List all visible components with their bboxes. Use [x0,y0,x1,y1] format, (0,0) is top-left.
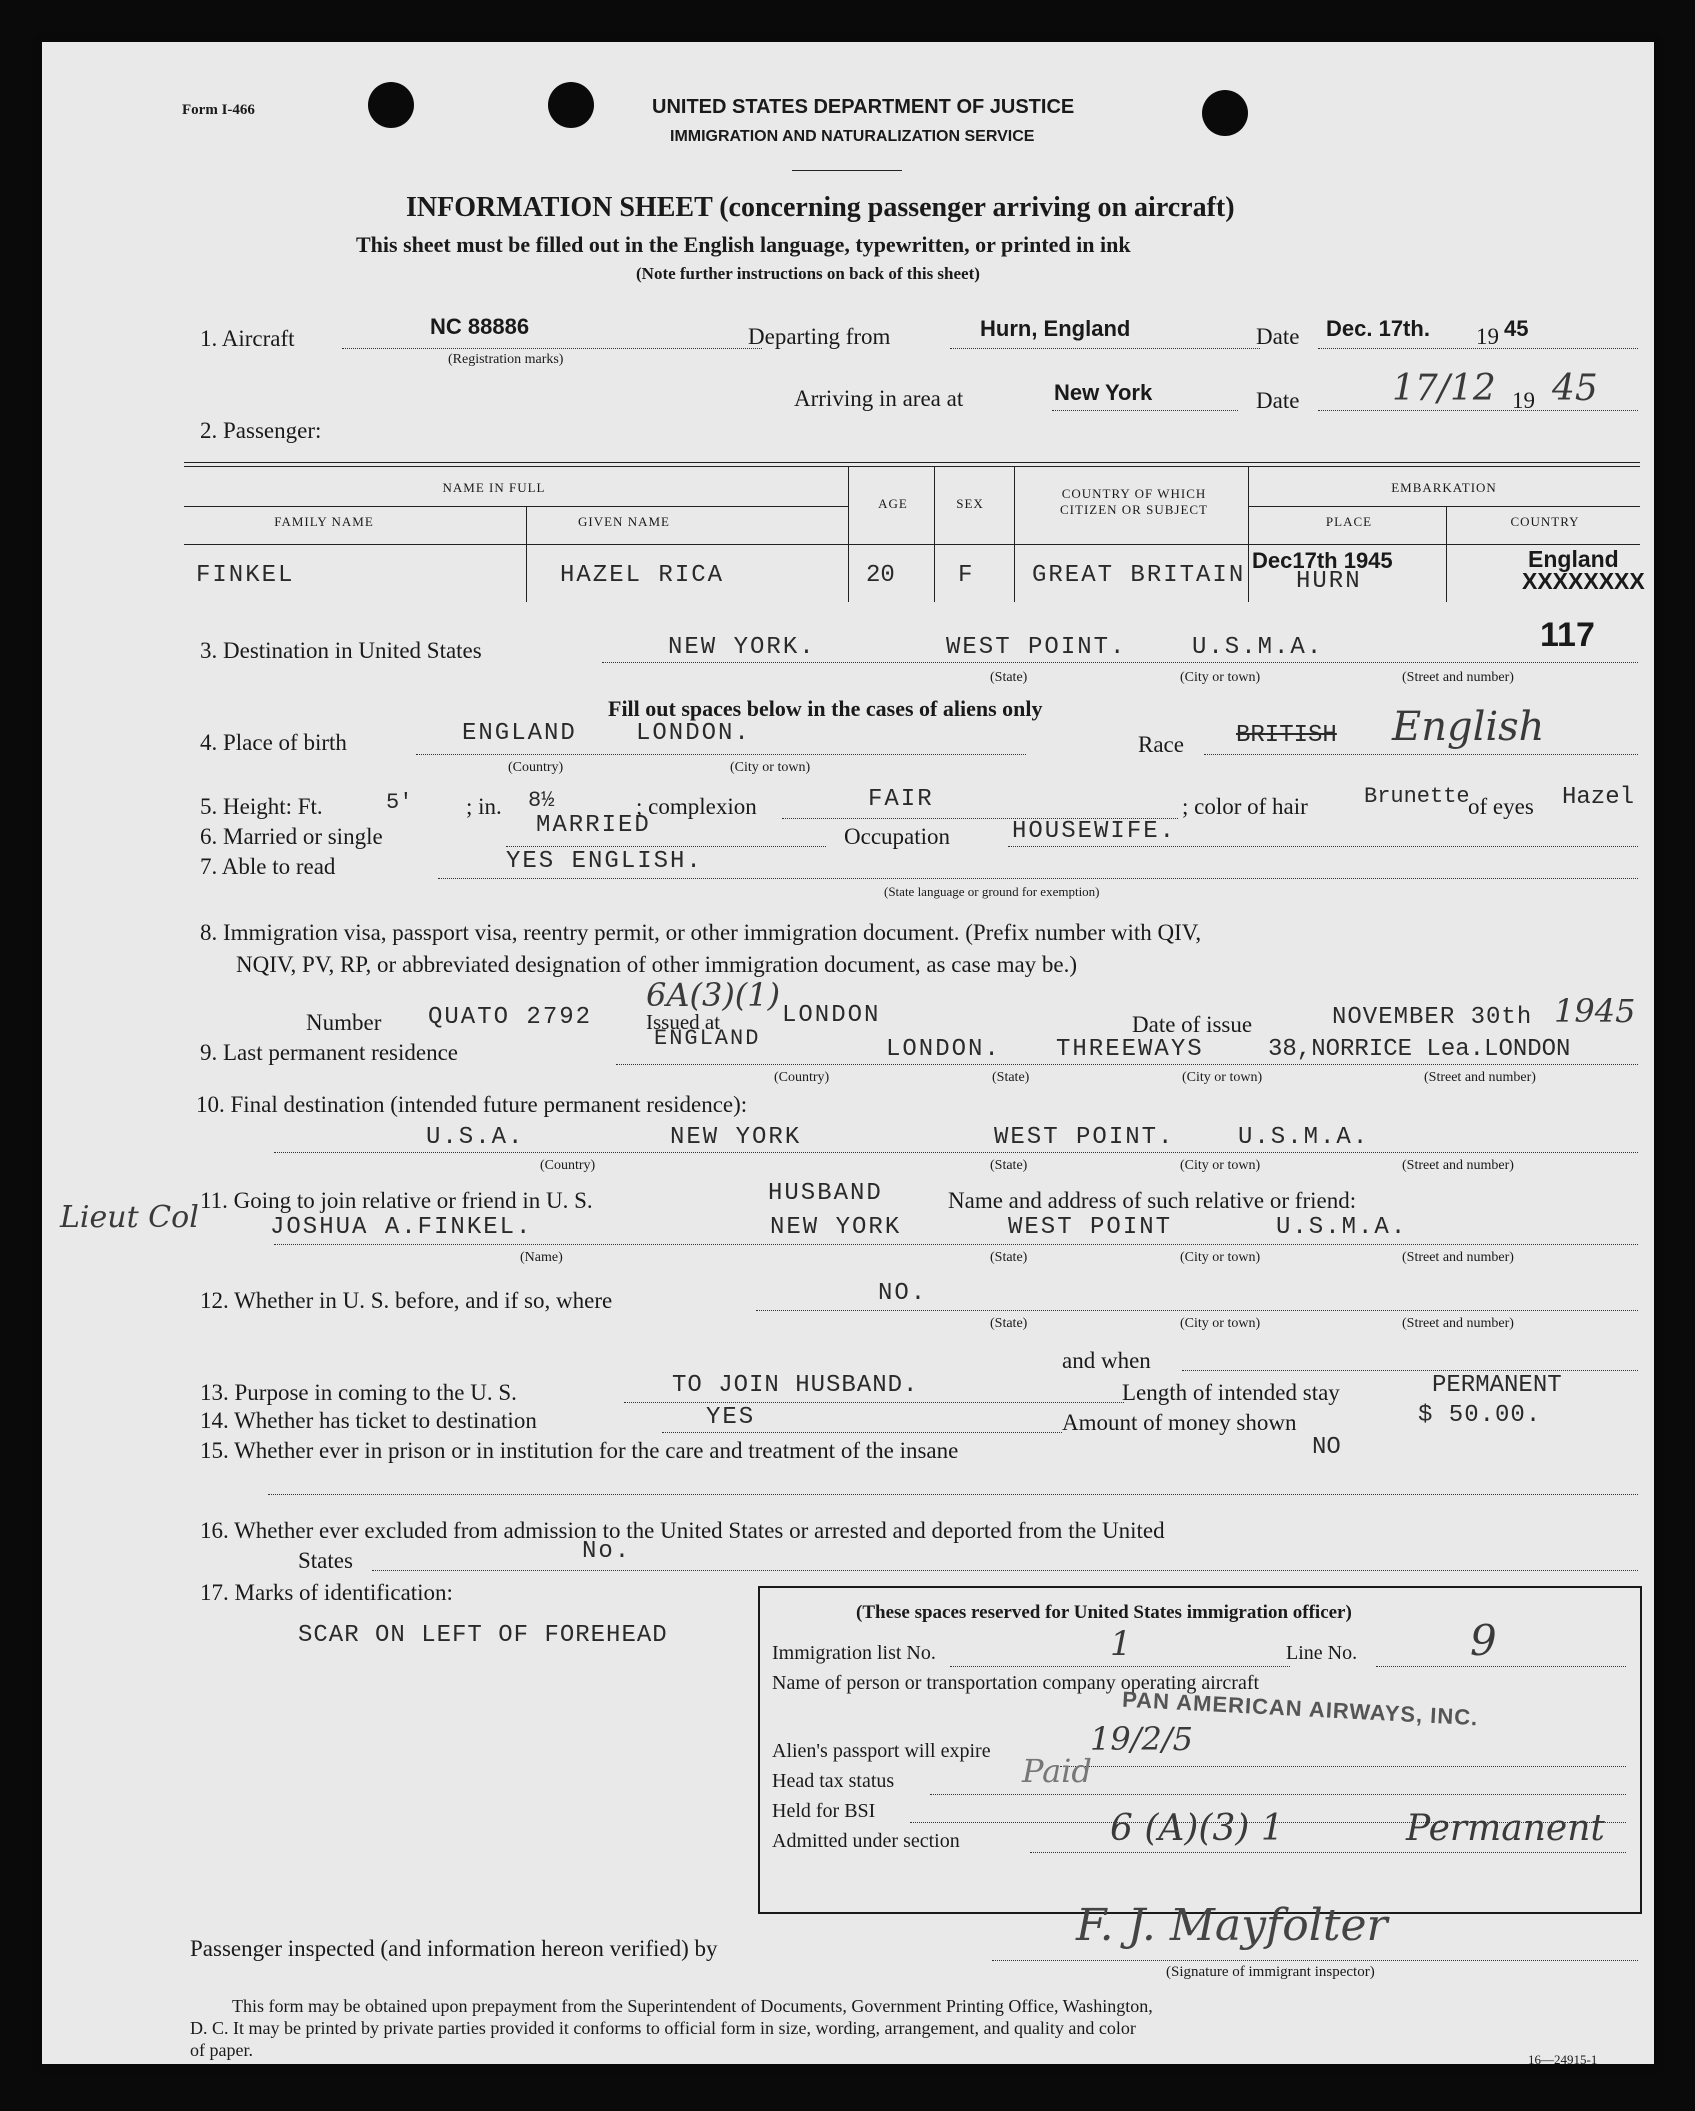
embark-country-struck: XXXXXXXX [1522,568,1645,594]
line-number: 9 [1470,1616,1497,1665]
caption: (Street and number) [1402,1158,1514,1173]
caption: (State) [992,1070,1030,1085]
visa-text: 8. Immigration visa, passport visa, reentry permit, or other immigration document. (Prefix number with QIV, [200,920,1202,945]
caption: (City or town) [1180,1158,1261,1173]
caption: (Country) [774,1070,830,1085]
departure-year: 45 [1504,316,1529,341]
occupation-label: Occupation [844,824,951,849]
punch-hole [368,82,414,128]
department-name: UNITED STATES DEPARTMENT OF JUSTICE [652,96,1075,118]
departing-value: Hurn, England [980,316,1131,341]
year-prefix: 19 [1512,388,1535,413]
service-name: IMMIGRATION AND NATURALIZATION SERVICE [670,128,1035,145]
form-title: INFORMATION SHEET (concerning passenger arriving on aircraft) [406,192,1235,223]
issued-label: Issued at [646,1010,721,1034]
when-label: and when [1062,1348,1151,1373]
visa-text-2: NQIV, PV, RP, or abbreviated designation of other immigration document, as case may be.) [236,952,1078,977]
arrival-date: 17/12 [1392,368,1496,409]
footer-text: This form may be obtained upon prepayment from the Superintendent of Documents, Government Printing Office, Washington, [232,1996,1153,2016]
line-label: Line No. [1286,1642,1358,1664]
bsi-label: Held for BSI [772,1800,876,1822]
form-number: Form I-466 [182,102,255,118]
margin-note: Lieut Col [60,1200,199,1235]
punch-hole [1202,90,1248,136]
residence-state: LONDON. [886,1036,1001,1063]
destination-city: WEST POINT. [946,634,1127,661]
race-handwritten: English [1392,704,1545,750]
list-number: 1 [1110,1624,1132,1664]
embark-country: England [1528,546,1619,572]
eye-color: Hazel [1562,784,1635,811]
birth-city: LONDON. [636,720,751,747]
relation: HUSBAND [768,1180,883,1207]
excluded: No. [582,1538,632,1565]
company-label: Name of person or transportation company operating aircraft [772,1672,1260,1694]
form-instructions: This sheet must be filled out in the English language, typewritten, or printed in ink [356,232,1131,257]
admitted-section: 6 (A)(3) 1 [1110,1808,1284,1849]
height-feet: 5' [386,790,413,815]
issue-date: NOVEMBER 30th [1332,1004,1533,1031]
birth-country: ENGLAND [462,720,577,747]
date-label: Date [1256,388,1300,413]
form-note: (Note further instructions on back of this sheet) [636,264,980,283]
marital-status: MARRIED [536,812,651,839]
height-label: 5. Height: Ft. [200,794,323,819]
footer-code: 16—24915-1 [1528,2052,1598,2067]
number-label: Number [306,1010,382,1035]
destination-state: NEW YORK. [668,634,816,661]
caption: (State) [990,1316,1028,1331]
header-family: FAMILY NAME [274,514,374,529]
excluded-label-2: States [298,1548,353,1573]
company-stamp: PAN AMERICAN AIRWAYS, INC. [1121,1686,1479,1731]
passenger-label: 2. Passenger: [200,418,322,443]
destination-street: U.S.M.A. [1192,634,1324,661]
inches-label: ; in. [466,794,502,819]
age: 20 [866,562,895,589]
aircraft-registration: NC 88886 [430,314,530,339]
aliens-note: Fill out spaces below in the cases of aliens only [608,696,1043,721]
race-label: Race [1138,732,1184,757]
race-typed: BRITISH [1236,722,1337,749]
read-value: YES ENGLISH. [506,848,703,875]
passport-label: Alien's passport will expire [772,1740,991,1762]
document-page [42,42,1654,2067]
destination-label: 3. Destination in United States [200,638,482,663]
given-name: HAZEL RICA [560,562,725,589]
money-label: Amount of money shown [1062,1410,1297,1435]
residence-street: 38,NORRICE Lea.LONDON [1268,1036,1571,1063]
final-destination-label: 10. Final destination (intended future permanent residence): [196,1092,748,1117]
officer-box-title: (These spaces reserved for United States immigration officer) [856,1602,1352,1623]
before-value: NO. [878,1280,928,1307]
relative-street: U.S.M.A. [1276,1214,1408,1241]
final-country: U.S.A. [426,1124,525,1151]
year-prefix: 19 [1476,324,1499,349]
birth-label: 4. Place of birth [200,730,347,755]
footer-text-2: D. C. It may be printed by private parties provided it conforms to official form in size, wording, arrangement, and quality and color [190,2018,1136,2038]
relative-name-address-label: Name and address of such relative or friend: [948,1188,1357,1213]
caption: (Country) [540,1158,596,1173]
residence-country: ENGLAND [654,1026,761,1051]
complexion: FAIR [868,786,934,813]
header-country: COUNTRY OF WHICH CITIZEN OR SUBJECT [1060,486,1208,517]
excluded-label: 16. Whether ever excluded from admission to the United States or arrested and deported from the United [200,1518,1165,1543]
prison: NO [1312,1434,1341,1461]
relative-name: JOSHUA A.FINKEL. [270,1214,533,1241]
prison-label: 15. Whether ever in prison or in institution for the care and treatment of the insane [200,1438,959,1463]
caption: (State) [990,1158,1028,1173]
married-label: 6. Married or single [200,824,383,849]
final-city: WEST POINT. [994,1124,1175,1151]
departure-date: Dec. 17th. [1326,316,1430,341]
visa-hand-note: 6A(3)(1) [646,976,781,1014]
complexion-label: ; complexion [636,794,757,819]
issue-date-label: Date of issue [1132,1012,1253,1037]
inspector-signature: F. J. Mayfolter [1076,1900,1388,1951]
final-street: U.S.M.A. [1238,1124,1370,1151]
admitted-label: Admitted under section [772,1830,960,1852]
ticket-label: 14. Whether has ticket to destination [200,1408,537,1433]
inspected-label: Passenger inspected (and information hereon verified) by [190,1936,718,1961]
destination-number: 117 [1540,616,1595,654]
read-label: 7. Able to read [200,854,336,879]
header-ecountry: COUNTRY [1510,514,1580,529]
final-state: NEW YORK [670,1124,802,1151]
caption: (Registration marks) [448,352,564,367]
admitted-note: Permanent [1406,1808,1605,1849]
caption: (City or town) [1182,1070,1263,1085]
occupation: HOUSEWIFE. [1012,818,1177,845]
relative-state: NEW YORK [770,1214,902,1241]
caption: (Name) [520,1250,563,1265]
embark-date: Dec17th 1945 [1252,548,1393,573]
caption: (Street and number) [1402,1316,1514,1331]
purpose-label: 13. Purpose in coming to the U. S. [200,1380,517,1405]
residence-label: 9. Last permanent residence [200,1040,458,1065]
stay-label: Length of intended stay [1122,1380,1340,1405]
residence-city: THREEWAYS [1056,1036,1204,1063]
caption: (State) [990,1250,1028,1265]
footer-text-3: of paper. [190,2040,253,2060]
header-given: GIVEN NAME [578,514,670,529]
departing-label: Departing from [748,324,891,349]
family-name: FINKEL [196,562,295,589]
header-place: PLACE [1325,514,1373,529]
caption: (Street and number) [1402,670,1514,685]
hair-color: Brunette [1364,784,1470,809]
passenger-table [184,462,1645,602]
marks-label: 17. Marks of identification: [200,1580,453,1605]
issued-at: LONDON [782,1002,881,1029]
marks: SCAR ON LEFT OF FOREHEAD [298,1622,668,1649]
caption: (Country) [508,760,564,775]
caption: (Street and number) [1424,1070,1536,1085]
caption: (State language or ground for exemption) [884,884,1100,899]
date-label: Date [1256,324,1300,349]
visa-number: QUATO 2792 [428,1004,593,1031]
tax-label: Head tax status [772,1770,895,1792]
header-embarkation: EMBARKATION [1391,480,1497,495]
ticket: YES [706,1404,756,1431]
list-label: Immigration list No. [772,1642,936,1664]
officer-box [758,1586,1642,1914]
arrival-year: 45 [1552,368,1598,409]
header-name: NAME IN FULL [442,480,546,495]
tax-status: Paid [1022,1752,1092,1790]
header-sex: SEX [956,496,984,511]
relative-label: 11. Going to join relative or friend in U. S. [200,1188,593,1213]
passport-expire: 19/2/5 [1090,1720,1193,1758]
punch-hole [548,82,594,128]
caption: (State) [990,670,1028,685]
caption: (City or town) [1180,670,1261,685]
money: $ 50.00. [1418,1402,1542,1429]
embark-place: HURN [1296,568,1362,595]
caption: (Signature of immigrant inspector) [1166,1964,1375,1980]
height-inches: 8½ [528,788,555,813]
header-age: AGE [878,496,908,511]
stay: PERMANENT [1432,1372,1562,1399]
caption: (City or town) [730,760,811,775]
arriving-label: Arriving in area at [794,386,964,411]
citizenship: GREAT BRITAIN [1032,562,1246,589]
relative-city: WEST POINT [1008,1214,1173,1241]
purpose: TO JOIN HUSBAND. [672,1372,919,1399]
aircraft-label: 1. Aircraft [200,326,295,351]
eyes-label: of eyes [1468,794,1534,819]
caption: (Street and number) [1402,1250,1514,1265]
arriving-value: New York [1054,380,1153,405]
before-label: 12. Whether in U. S. before, and if so, where [200,1288,613,1313]
sex: F [958,562,973,589]
caption: (City or town) [1180,1250,1261,1265]
issue-year: 1945 [1554,992,1636,1030]
hair-label: ; color of hair [1182,794,1308,819]
caption: (City or town) [1180,1316,1261,1331]
